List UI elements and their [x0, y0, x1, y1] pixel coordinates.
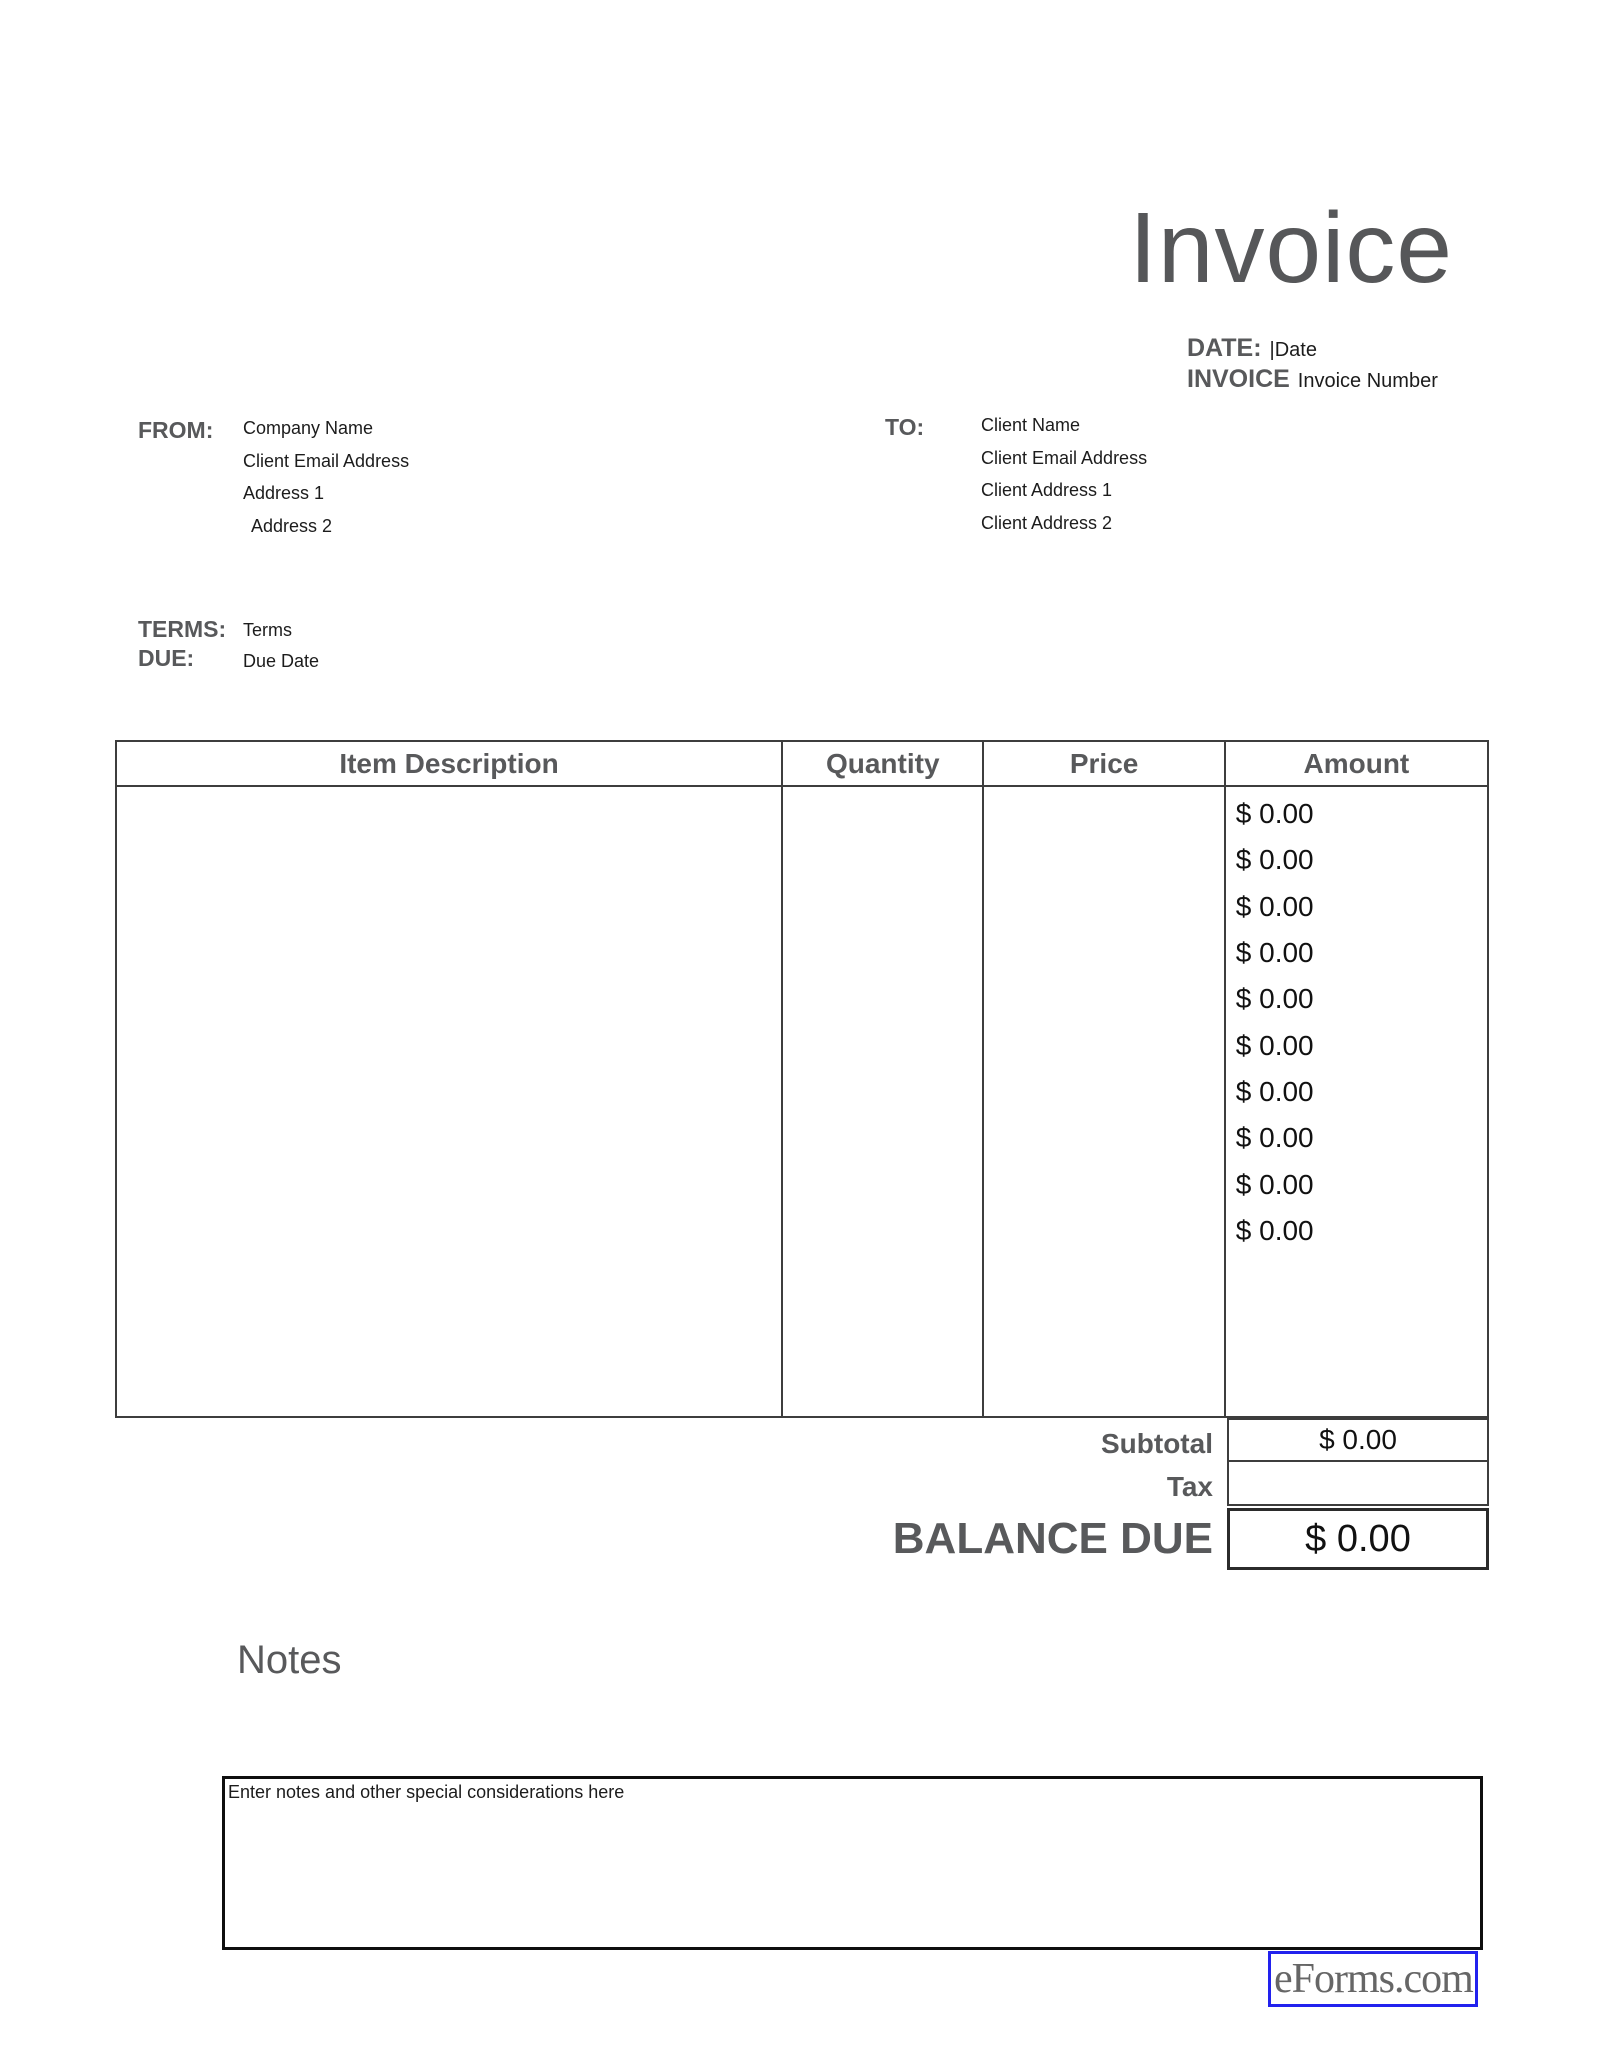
to-address2-field[interactable]: Client Address 2: [981, 512, 1113, 533]
notes-placeholder: Enter notes and other special considerations here: [228, 1782, 625, 1802]
amount-value[interactable]: $ 0.00: [1235, 798, 1314, 830]
item-description-column[interactable]: [117, 787, 783, 1416]
subtotal-label: Subtotal: [1101, 1428, 1213, 1459]
amount-list: [1226, 787, 1487, 1416]
eforms-brand-link[interactable]: [1268, 1951, 1478, 2007]
tax-value-box[interactable]: [1227, 1460, 1489, 1506]
amount-value[interactable]: $ 0.00: [1235, 1214, 1314, 1246]
invoice-title: Invoice: [1129, 192, 1453, 304]
to-lines: [981, 415, 1147, 545]
to-email-field[interactable]: Client Email Address: [981, 447, 1148, 468]
date-row: [1187, 334, 1438, 365]
amount-value[interactable]: $ 0.00: [1235, 1168, 1314, 1200]
items-table: [115, 740, 1489, 1418]
eforms-brand-text: eForms.com: [1274, 1956, 1473, 2002]
from-company-field[interactable]: Company Name: [243, 418, 374, 438]
invoice-number-label: INVOICE: [1187, 365, 1290, 393]
items-table-header: [115, 740, 1489, 787]
to-label: TO:: [885, 414, 925, 440]
header-amount: Amount: [1303, 747, 1410, 779]
amount-value[interactable]: $ 0.00: [1235, 844, 1314, 876]
amount-value[interactable]: $ 0.00: [1235, 1075, 1314, 1107]
from-address2-field[interactable]: Address 2: [251, 515, 333, 536]
header-item-description: Item Description: [117, 742, 783, 785]
from-lines: [243, 418, 409, 548]
balance-due-value-box[interactable]: $ 0.00: [1227, 1508, 1489, 1570]
date-field[interactable]: |Date: [1269, 339, 1317, 361]
amount-value[interactable]: $ 0.00: [1235, 983, 1314, 1015]
to-client-name-field[interactable]: Client Name: [981, 415, 1081, 435]
invoice-meta: [1187, 334, 1438, 396]
tax-label: Tax: [1166, 1471, 1213, 1502]
date-label: DATE:: [1187, 334, 1262, 362]
from-label: FROM:: [138, 417, 214, 443]
items-table-body: [115, 787, 1489, 1418]
to-address1-field[interactable]: Client Address 1: [981, 480, 1113, 500]
terms-field[interactable]: Terms: [243, 620, 292, 640]
terms-label: TERMS:: [138, 616, 227, 642]
notes-box[interactable]: [222, 1776, 1483, 1950]
amount-value[interactable]: $ 0.00: [1235, 937, 1314, 969]
invoice-number-field[interactable]: Invoice Number: [1297, 370, 1438, 392]
price-column[interactable]: [984, 787, 1225, 1416]
due-date-field[interactable]: Due Date: [243, 651, 320, 671]
balance-due-label: BALANCE DUE: [892, 1514, 1213, 1563]
from-email-field[interactable]: Client Email Address: [243, 450, 410, 471]
from-address1-field[interactable]: Address 1: [243, 483, 325, 503]
notes-heading: Notes: [237, 1638, 342, 1682]
quantity-column[interactable]: [783, 787, 984, 1416]
header-price: Price: [984, 742, 1225, 785]
header-quantity: Quantity: [783, 742, 984, 785]
invoice-number-row: [1187, 365, 1438, 396]
amount-value[interactable]: $ 0.00: [1235, 890, 1314, 922]
due-label: DUE:: [138, 645, 195, 671]
subtotal-value-box[interactable]: $ 0.00: [1227, 1418, 1489, 1462]
amount-value[interactable]: $ 0.00: [1235, 1029, 1314, 1061]
amount-value[interactable]: $ 0.00: [1235, 1122, 1314, 1154]
